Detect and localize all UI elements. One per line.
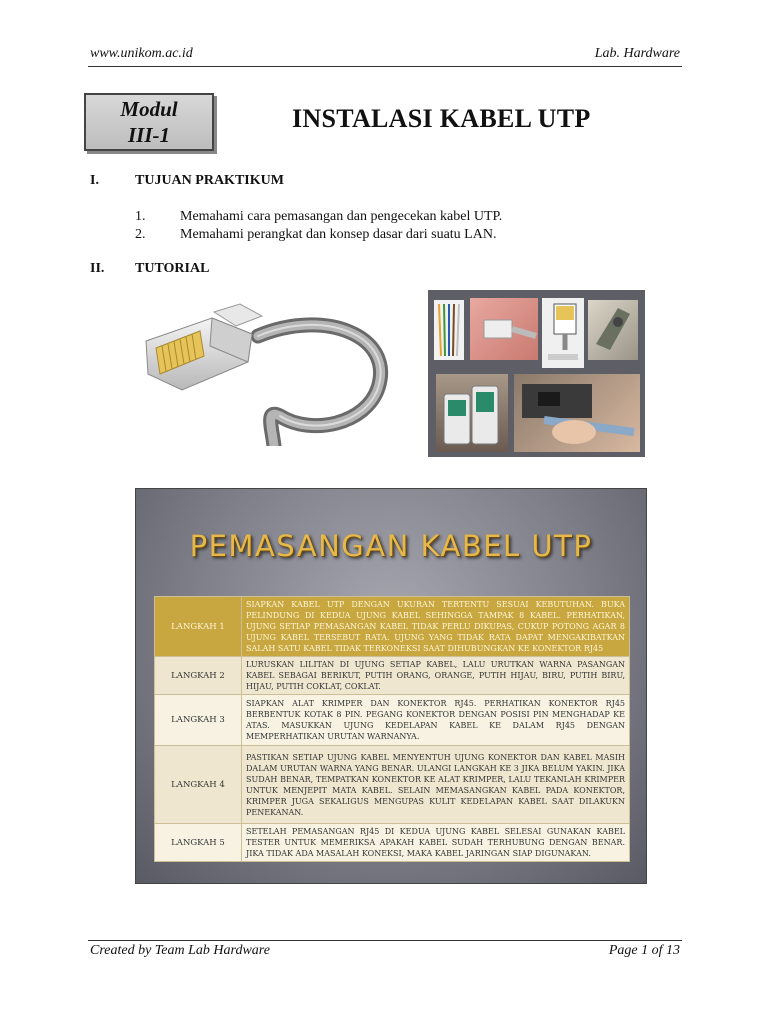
hands-plug-photo — [470, 298, 538, 360]
section1-title: TUJUAN PRAKTIKUM — [135, 173, 284, 188]
objective-1-number: 1. — [135, 209, 146, 224]
page-title: INSTALASI KABEL UTP — [292, 104, 591, 133]
objective-1-text: Memahami cara pemasangan dan pengecekan kabel UTP. — [180, 209, 503, 224]
modul-box — [84, 93, 214, 151]
objective-2-number: 2. — [135, 227, 146, 242]
step-5-label: LANGKAH 5 — [155, 824, 242, 862]
footer-rule — [88, 940, 682, 941]
step-5-text: SETELAH PEMASANGAN RJ45 DI KEDUA UJUNG KABEL SELESAI GUNAKAN KABEL TESTER UNTUK MEMERIKSA APAKAH KABEL SUDAH TERHUBUNG DENGAN BENAR. JIKA TIDAK ADA MASALAH KONEKSI, MAKA KABEL JARINGAN SIAP DIGUNAKAN. — [242, 824, 630, 862]
objective-2-text: Memahami perangkat dan konsep dasar dari suatu LAN. — [180, 227, 497, 242]
steps-table — [154, 596, 630, 862]
step-4-label: LANGKAH 4 — [155, 746, 242, 824]
step-4-text: PASTIKAN SETIAP UJUNG KABEL MENYENTUH UJUNG KONEKTOR DAN KABEL MASIH DALAM URUTAN WARNA YANG BENAR. ULANGI LANGKAH KE 3 JIKA BELUM YAKIN. JIKA SUDAH BENAR, TEMPATKAN KONEKTOR KE ALAT KRIMPER, LALU TEKANLAH KRIMPER UNTUK MENJEPIT MATA KABEL. SELAIN MEMASANGKAN KABEL PADA KONEKTOR, KRIMPER JUGA SEKALIGUS MENGUPAS KULIT KEDELAPAN KABEL SAAT DILAKUKN PENEKANAN. — [242, 746, 630, 824]
plugging-cable-photo — [514, 374, 640, 452]
header-site: www.unikom.ac.id — [90, 46, 193, 61]
cable-tester-photo — [436, 374, 508, 452]
crimper-tool-photo — [588, 300, 638, 360]
table-row — [155, 695, 630, 746]
rj45-pinout-diagram — [542, 298, 584, 368]
modul-number: III-1 — [127, 123, 170, 147]
tutorial-slide — [135, 488, 647, 884]
section1-number: I. — [90, 173, 99, 188]
rj45-cable-illustration — [140, 296, 398, 446]
table-row — [155, 746, 630, 824]
step-3-label: LANGKAH 3 — [155, 695, 242, 746]
modul-label: Modul — [120, 97, 178, 121]
step-3-text: SIAPKAN ALAT KRIMPER DAN KONEKTOR RJ45. PERHATIKAN KONEKTOR RJ45 BERBENTUK KOTAK 8 PIN. PEGANG KONEKTOR DENGAN POSISI PIN MENGHADAP KE ATAS. MASUKKAN UJUNG KEDELAPAN KABEL KE DALAM RJ45 DENGAN MEMPERHATIKAN URUTAN WARNANYA. — [242, 695, 630, 746]
step-2-text: LURUSKAN LILITAN DI UJUNG SETIAP KABEL, LALU URUTKAN WARNA PASANGAN KABEL SEBAGAI BERIKUT, PUTIH ORANG, ORANGE, PUTIH HIJAU, BIRU, PUTIH BIRU, HIJAU, PUTIH COKLAT, COKLAT. — [242, 657, 630, 695]
step-1-text: SIAPKAN KABEL UTP DENGAN UKURAN TERTENTU SESUAI KEBUTUHAN. BUKA PELINDUNG DI KEDUA UJUNG KABEL SEHINGGA TAMPAK 8 KABEL. PERHATIKAN, UJUNG SETIAP PEMASANGAN KABEL TIDAK PERLU DIKUPAS, CUKUP POTONG AGAR 8 UJUNG KABEL TERSEBUT RATA. UJUNG YANG TIDAK RATA DAPAT MENGAKIBATKAN SALAH SATU KABEL TIDAK TERKONEKSI SAAT DIHUBUNGKAN KE KONEKTOR RJ45 — [242, 597, 630, 657]
slide-title: PEMASANGAN KABEL UTP — [189, 529, 593, 563]
section2-number: II. — [90, 261, 105, 276]
header-lab: Lab. Hardware — [594, 46, 680, 61]
table-row — [155, 657, 630, 695]
section2-title: TUTORIAL — [135, 261, 210, 276]
step-1-label: LANGKAH 1 — [155, 597, 242, 657]
twisted-wires-photo — [434, 300, 464, 360]
page-number: Page 1 of 13 — [608, 943, 680, 958]
photo-collage — [428, 290, 645, 457]
table-row — [155, 597, 630, 657]
header-rule — [88, 66, 682, 67]
footer-credit: Created by Team Lab Hardware — [90, 943, 270, 958]
table-row — [155, 824, 630, 862]
step-2-label: LANGKAH 2 — [155, 657, 242, 695]
